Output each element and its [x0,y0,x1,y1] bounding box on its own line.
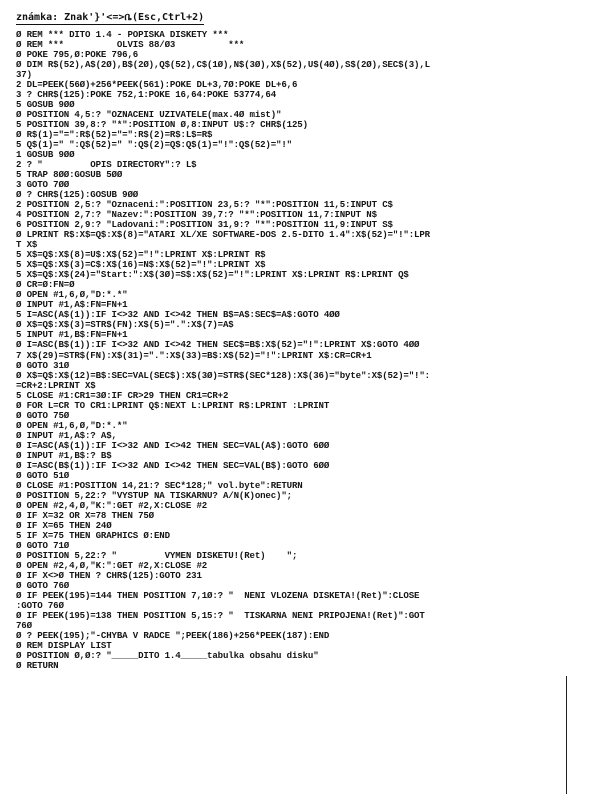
code-line: Ø IF PEEK(195)=138 THEN POSITION 5,15:? " TISKARNA NENI PRIPOJENA!(Ret)":GOT [16,609,425,621]
code-line: Ø GOTO 71Ø [16,539,70,551]
code-line: Ø X$=Q$:X$(3)=STR$(FN):X$(5)=".":X$(7)=A$ [16,319,234,331]
code-line: 1 GOSUB 9ØØ [16,149,75,161]
code-line: Ø FOR L=CR TO CR1:LPRINT Q$:NEXT L:LPRINT R$:LPRINT :LPRINT [16,399,330,411]
code-line: 5 I=ASC(A$(1)):IF I<>32 AND I<>42 THEN B$=A$:SEC$=A$:GOTO 4ØØ [16,309,340,321]
header-note: známka: Znak'}'<=>ቤ(Esc,Ctrl+2) [16,12,205,23]
code-line: T X$ [16,239,38,251]
code-line: :GOTO 76Ø [16,599,64,611]
code-line: Ø POSITION Ø,Ø:? "_____DITO 1.4_____tabulka obsahu disku" [16,649,319,661]
code-line: Ø GOTO 76Ø [16,579,70,591]
code-line: Ø IF X=32 OR X=78 THEN 75Ø [16,509,154,521]
code-line: Ø INPUT #1,A$:FN=FN+1 [16,299,128,311]
code-line: Ø INPUT #1,B$:? B$ [16,449,112,461]
code-line: Ø INPUT #1,A$:? A$, [16,429,117,441]
code-line: Ø LPRINT R$:X$=Q$:X$(8)="ATARI XL/XE SOFTWARE-DOS 2.5-DITO 1.4":X$(52)="!":LPR [16,229,430,241]
code-line: 5 X$=Q$:X$(8)=U$:X$(52)="!":LPRINT X$:LPRINT R$ [16,249,266,261]
code-line: Ø POKE 795,Ø:POKE 796,6 [16,49,139,61]
code-line: 7 X$(29)=STR$(FN):X$(31)=".":X$(33)=B$:X$(52)="!":LPRINT X$:CR=CR+1 [16,349,372,361]
code-line: Ø X$=Q$:X$(12)=B$:SEC=VAL(SEC$):X$(3Ø)=STR$(SEC*128):X$(36)="byte":X$(52)="!": [16,369,430,381]
code-line: 4 POSITION 2,7:? "Nazev:":POSITION 39,7:? "*":POSITION 11,7:INPUT N$ [16,209,377,221]
code-line: Ø IF PEEK(195)=144 THEN POSITION 7,1Ø:? " NENI VLOZENA DISKETA!(Ret)":CLOSE [16,589,420,601]
code-line: Ø OPEN #1,6,Ø,"D:*.*" [16,289,128,301]
code-line: 3 ? CHR$(125):POKE 752,1:POKE 16,64:POKE 53774,64 [16,89,277,101]
code-line: Ø DIM R$(52),A$(2Ø),B$(2Ø),Q$(52),C$(1Ø),N$(3Ø),X$(52),U$(4Ø),S$(2Ø),SEC$(3),L [16,59,430,71]
code-line: 5 TRAP 8ØØ:GOSUB 5ØØ [16,169,123,181]
code-line: Ø OPEN #2,4,Ø,"K:":GET #2,X:CLOSE #2 [16,559,208,571]
code-line: Ø I=ASC(B$(1)):IF I<>32 AND I<>42 THEN SEC$=B$:X$(52)="!":LPRINT X$:GOTO 4ØØ [16,339,420,351]
code-line: Ø OPEN #2,4,Ø,"K:":GET #2,X:CLOSE #2 [16,499,208,511]
code-line: Ø IF X=65 THEN 24Ø [16,519,112,531]
code-line: 6 POSITION 2,9:? "Ladovani:":POSITION 31,9:? "*":POSITION 11,9:INPUT S$ [16,219,393,231]
code-line: Ø ? PEEK(195);"-CHYBA V RADCE ";PEEK(186)+256*PEEK(187):END [16,629,330,641]
code-line: Ø CLOSE #1:POSITION 14,21:? SEC*128;" vol.byte":RETURN [16,479,303,491]
code-line: 5 GOSUB 9ØØ [16,99,75,111]
code-line: Ø CR=Ø:FN=Ø [16,279,75,291]
code-line: Ø POSITION 4,5:? "OZNACENI UZIVATELE(max.4Ø mist)" [16,109,282,121]
code-line: 2 POSITION 2,5:? "Oznaceni:":POSITION 23,5:? "*":POSITION 11,5:INPUT C$ [16,199,393,211]
code-line: 5 X$=Q$:X$(3)=C$:X$(16)=N$:X$(52)="!":LPRINT X$ [16,259,266,271]
code-line: 2 ? " OPIS DIRECTORY":? L$ [16,159,197,171]
code-line: Ø GOTO 75Ø [16,409,70,421]
code-line: 5 X$=Q$:X$(24)="Start:":X$(3Ø)=S$:X$(52)="!":LPRINT X$:LPRINT R$:LPRINT Q$ [16,269,409,281]
code-line: =CR+2:LPRINT X$ [16,379,96,391]
code-line: 5 INPUT #1,B$:FN=FN+1 [16,329,128,341]
code-line: 5 Q$(1)=" ":Q$(52)=" ":Q$(2)=Q$:Q$(1)="!":Q$(52)="!" [16,139,292,151]
basic-program-listing [16,30,596,671]
code-line: 2 DL=PEEK(56Ø)+256*PEEK(561):POKE DL+3,7Ø:POKE DL+6,6 [16,79,298,91]
code-line: Ø RETURN [16,659,59,671]
code-line: Ø POSITION 5,22:? "VYSTUP NA TISKARNU? A/N(K)onec)"; [16,489,292,501]
code-line: Ø GOTO 51Ø [16,469,70,481]
code-line: Ø POSITION 5,22:? " VYMEN DISKETU!(Ret) "; [16,549,298,561]
code-line: Ø REM *** DITO 1.4 - POPISKA DISKETY *** [16,29,229,40]
code-line: Ø R$(1)="=":R$(52)="=":R$(2)=R$:L$=R$ [16,129,213,141]
margin-rule [566,676,567,794]
code-line: Ø REM *** OLVIS 88/Ø3 *** [16,39,245,51]
code-line: Ø GOTO 31Ø [16,359,70,371]
code-line: 5 CLOSE #1:CR1=3Ø:IF CR>29 THEN CR1=CR+2 [16,389,229,401]
code-line: Ø OPEN #1,6,Ø,"D:*.*" [16,419,128,431]
code-line: Ø I=ASC(B$(1)):IF I<>32 AND I<>42 THEN SEC=VAL(B$):GOTO 6ØØ [16,459,330,471]
code-line: Ø I=ASC(A$(1)):IF I<>32 AND I<>42 THEN SEC=VAL(A$):GOTO 6ØØ [16,439,330,451]
code-line: 3 GOTO 7ØØ [16,179,70,191]
code-line: Ø REM DISPLAY LIST [16,639,112,651]
code-line: 5 POSITION 39,8:? "*":POSITION Ø,8:INPUT U$:? CHR$(125) [16,119,308,131]
code-line: 76Ø [16,619,32,631]
code-line: 37) [16,69,32,81]
code-line: Ø ? CHR$(125):GOSUB 9ØØ [16,189,139,201]
code-line: 5 IF X=75 THEN GRAPHICS Ø:END [16,529,170,541]
code-line: Ø IF X<>Ø THEN ? CHR$(125):GOTO 231 [16,569,202,581]
